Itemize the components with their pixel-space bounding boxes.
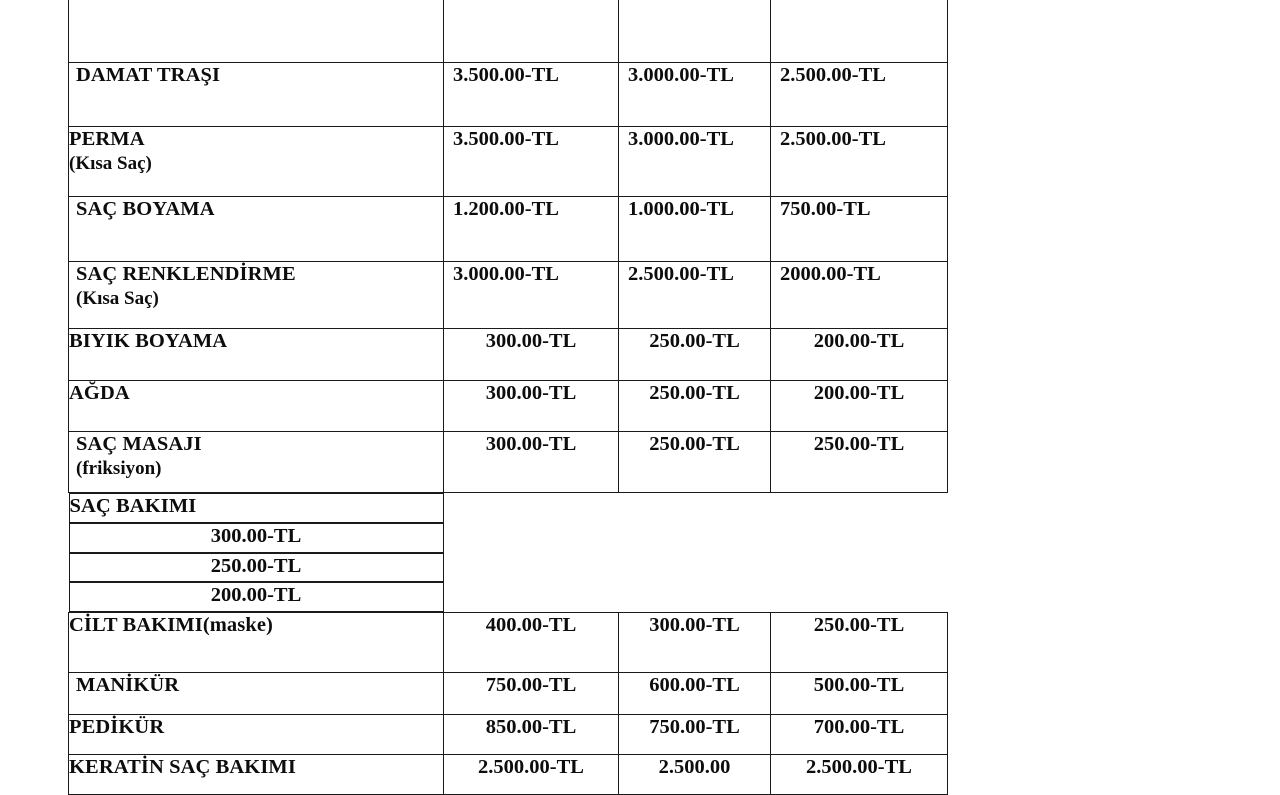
price-value: 300.00-TL: [485, 382, 577, 404]
price-cell: [771, 329, 948, 381]
table-row: [69, 381, 948, 432]
price-cell: [619, 329, 771, 381]
price-cell: [619, 262, 771, 329]
price-value: 850.00-TL: [485, 715, 577, 738]
price-value: 200.00-TL: [813, 330, 905, 352]
table-row: [69, 0, 948, 63]
price-cell: [69, 582, 444, 612]
price-cell: [771, 714, 948, 754]
price-cell: [444, 63, 619, 127]
price-cell: [444, 329, 619, 381]
price-value: 700.00-TL: [813, 715, 905, 738]
price-value: 250.00-TL: [649, 330, 740, 352]
price-cell: [771, 127, 948, 197]
table-row: [69, 612, 948, 672]
table-row: [69, 262, 948, 329]
price-cell: [619, 714, 771, 754]
price-value: 1.200.00-TL: [453, 198, 559, 220]
price-cell: [619, 381, 771, 432]
service-name: KERATİN SAÇ BAKIMI: [69, 755, 296, 778]
price-value: 300.00-TL: [210, 525, 302, 547]
price-value: 2.500.00-TL: [780, 64, 886, 86]
price-value: 250.00-TL: [649, 433, 740, 455]
service-name: SAÇ RENKLENDİRME: [76, 263, 296, 285]
price-value: 3.500.00-TL: [453, 64, 559, 86]
price-value: 400.00-TL: [485, 613, 577, 636]
price-value: 750.00-TL: [485, 673, 577, 696]
price-cell: [619, 63, 771, 127]
price-value: 3.500.00-TL: [453, 128, 559, 150]
price-list-table: [68, 0, 948, 795]
table-row: [69, 197, 948, 262]
price-value: 2.500.00-TL: [806, 755, 912, 778]
price-cell: [444, 197, 619, 262]
price-value: 2.500.00-TL: [478, 755, 584, 778]
price-value: 250.00-TL: [210, 554, 302, 577]
service-name-cell: [69, 262, 444, 329]
price-cell: [619, 612, 771, 672]
price-cell: [444, 714, 619, 754]
service-name-subtitle: (friksiyon): [76, 458, 162, 479]
price-cell: [69, 553, 444, 583]
price-cell: [771, 63, 948, 127]
table-row: [69, 329, 948, 381]
price-value: 200.00-TL: [210, 584, 302, 607]
price-value: 2.500.00: [658, 755, 731, 778]
price-cell: [69, 523, 444, 553]
price-cell: [771, 197, 948, 262]
table-row: [69, 493, 948, 613]
price-value: 500.00-TL: [813, 673, 905, 696]
price-cell: [444, 672, 619, 714]
price-cell: [619, 672, 771, 714]
service-name-cell: [69, 63, 444, 127]
price-cell: [771, 754, 948, 794]
service-name-cell: [69, 381, 444, 432]
table-row: [69, 714, 948, 754]
service-name-cell: [69, 127, 444, 197]
price-cell: [619, 0, 771, 63]
price-cell: [619, 432, 771, 493]
price-cell: [619, 197, 771, 262]
price-value: 2000.00-TL: [780, 263, 881, 285]
service-name-cell: [69, 714, 444, 754]
price-cell: [771, 612, 948, 672]
price-cell: [444, 381, 619, 432]
price-cell: [444, 754, 619, 794]
price-value: 200.00-TL: [813, 382, 905, 404]
price-value: 750.00-TL: [780, 198, 871, 220]
price-cell: [444, 262, 619, 329]
price-cell: [619, 754, 771, 794]
price-cell: [771, 432, 948, 493]
price-cell: [444, 127, 619, 197]
price-value: 2.500.00-TL: [628, 263, 734, 285]
price-table-body: [69, 0, 948, 794]
table-row: [69, 63, 948, 127]
service-name: SAÇ BAKIMI: [69, 495, 197, 517]
price-cell: [771, 0, 948, 63]
price-cell: [771, 262, 948, 329]
service-name-cell: [69, 197, 444, 262]
price-cell: [444, 432, 619, 493]
price-value: 3.000.00-TL: [628, 64, 734, 86]
service-name: MANİKÜR: [76, 673, 180, 696]
service-name: CİLT BAKIMI(maske): [69, 613, 273, 636]
service-name: SAÇ MASAJI: [76, 433, 202, 455]
price-value: 3.000.00-TL: [453, 263, 559, 285]
price-value: 300.00-TL: [485, 433, 577, 455]
service-name: AĞDA: [69, 382, 130, 404]
table-row: [69, 432, 948, 493]
service-name-cell: [69, 0, 444, 63]
service-name-cell: [69, 329, 444, 381]
service-name-cell: [69, 493, 444, 523]
price-cell: [619, 127, 771, 197]
service-name-subtitle: (Kısa Saç): [76, 288, 159, 309]
service-name-cell: [69, 432, 444, 493]
service-name-subtitle: (Kısa Saç): [69, 153, 152, 174]
price-cell: [444, 0, 619, 63]
price-value: 600.00-TL: [649, 673, 740, 696]
service-name-cell: [69, 672, 444, 714]
price-value: 1.000.00-TL: [628, 198, 734, 220]
service-name: PERMA: [69, 128, 145, 150]
service-name: SAÇ BOYAMA: [76, 198, 215, 220]
price-cell: [771, 672, 948, 714]
price-value: 3.000.00-TL: [628, 128, 734, 150]
table-row: [69, 754, 948, 794]
price-value: 300.00-TL: [485, 330, 577, 352]
price-value: 2.500.00-TL: [780, 128, 886, 150]
service-name: BIYIK BOYAMA: [69, 330, 228, 352]
price-value: 250.00-TL: [813, 613, 905, 636]
price-cell: [771, 381, 948, 432]
table-row: [69, 127, 948, 197]
price-cell: [444, 612, 619, 672]
price-value: 250.00-TL: [813, 433, 905, 455]
price-value: 300.00-TL: [649, 613, 740, 636]
service-name: PEDİKÜR: [69, 715, 165, 738]
service-name-cell: [69, 754, 444, 794]
service-name: DAMAT TRAŞI: [76, 64, 221, 86]
price-value: 250.00-TL: [649, 382, 740, 404]
table-row: [69, 672, 948, 714]
price-value: 750.00-TL: [649, 715, 740, 738]
service-name-cell: [69, 612, 444, 672]
